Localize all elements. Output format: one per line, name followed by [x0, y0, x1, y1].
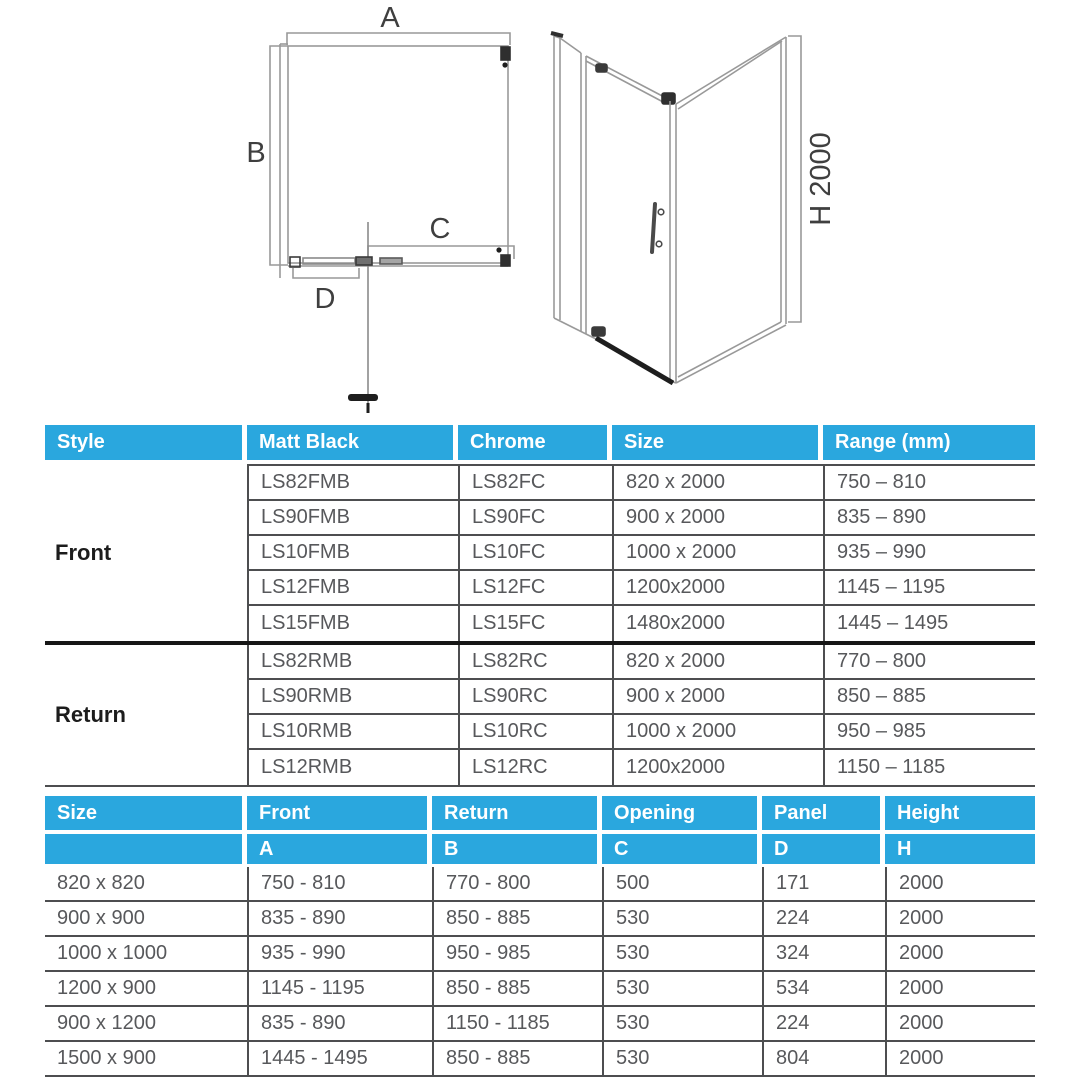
plan-outline: [288, 46, 508, 263]
dim-label-c: C: [429, 213, 451, 245]
chrome-code: LS15FC: [458, 606, 612, 641]
size-value: 1200 x 900: [45, 972, 247, 1007]
panel-d-value: 804: [762, 1042, 885, 1077]
matt-black-code: LS10FMB: [247, 536, 458, 571]
header-panel: Panel: [762, 796, 880, 830]
dim-label-a: A: [380, 2, 400, 34]
panel-d-value: 324: [762, 937, 885, 972]
subheader-c: C: [602, 834, 757, 864]
range-value: 1150 – 1185: [823, 750, 1035, 785]
opening-c-value: 530: [602, 902, 762, 937]
height-h-value: 2000: [885, 1007, 1035, 1042]
size-value: 1500 x 900: [45, 1042, 247, 1077]
size-value: 1200x2000: [612, 750, 823, 785]
isometric-view-diagram: [551, 33, 801, 383]
subheader-h: H: [885, 834, 1035, 864]
front-a-value: 935 - 990: [247, 937, 432, 972]
matt-black-code: LS12RMB: [247, 750, 458, 785]
opening-c-value: 500: [602, 867, 762, 902]
front-group: [45, 464, 1035, 641]
table-row: [45, 972, 1035, 1007]
panel-d-value: 224: [762, 1007, 885, 1042]
panel-d-value: 171: [762, 867, 885, 902]
return-b-value: 950 - 985: [432, 937, 602, 972]
height-h-value: 2000: [885, 902, 1035, 937]
dim-h-bracket: [788, 36, 801, 322]
panel-d-value: 224: [762, 902, 885, 937]
dimensions-table: [45, 796, 1035, 1077]
range-value: 850 – 885: [823, 680, 1035, 715]
table-row: [45, 937, 1035, 972]
matt-black-code: LS82RMB: [247, 645, 458, 680]
table-row: [247, 501, 1035, 536]
range-value: 770 – 800: [823, 645, 1035, 680]
size-value: 1000 x 2000: [612, 536, 823, 571]
panel-d-value: 534: [762, 972, 885, 1007]
range-value: 1445 – 1495: [823, 606, 1035, 641]
dimensions-header-row: [45, 796, 1035, 834]
range-value: 750 – 810: [823, 466, 1035, 501]
dim-label-b: B: [246, 137, 266, 169]
header-range-mm: Range (mm): [823, 425, 1035, 460]
chrome-code: LS82RC: [458, 645, 612, 680]
size-value: 1000 x 1000: [45, 937, 247, 972]
return-b-value: 1150 - 1185: [432, 1007, 602, 1042]
table-row: [247, 750, 1035, 785]
table-row: [247, 536, 1035, 571]
return-b-value: 850 - 885: [432, 1042, 602, 1077]
dim-b-bracket: [270, 46, 288, 265]
opening-c-value: 530: [602, 972, 762, 1007]
front-a-value: 835 - 890: [247, 1007, 432, 1042]
range-value: 935 – 990: [823, 536, 1035, 571]
size-value: 900 x 2000: [612, 501, 823, 536]
subheader-a: A: [247, 834, 427, 864]
table-row: [247, 466, 1035, 501]
size-value: 820 x 2000: [612, 645, 823, 680]
header-front: Front: [247, 796, 427, 830]
chrome-code: LS90RC: [458, 680, 612, 715]
matt-black-code: LS12FMB: [247, 571, 458, 606]
model-codes-header-row: [45, 425, 1035, 462]
header-opening: Opening: [602, 796, 757, 830]
chrome-code: LS12FC: [458, 571, 612, 606]
shower-enclosure-technical-drawing: [0, 0, 1080, 420]
chrome-code: LS12RC: [458, 750, 612, 785]
table-row: [45, 1042, 1035, 1077]
front-a-value: 750 - 810: [247, 867, 432, 902]
header-style: Style: [45, 425, 242, 460]
front-a-value: 835 - 890: [247, 902, 432, 937]
return-b-value: 770 - 800: [432, 867, 602, 902]
section-marker: [348, 394, 378, 401]
height-h-value: 2000: [885, 867, 1035, 902]
dim-label-h2000: H 2000: [805, 132, 837, 226]
bottom-rail: [596, 338, 673, 383]
matt-black-code: LS90RMB: [247, 680, 458, 715]
dim-d-bracket: [293, 268, 359, 278]
subheader-d: D: [762, 834, 880, 864]
header-size: Size: [45, 796, 242, 830]
chrome-code: LS82FC: [458, 466, 612, 501]
table-row: [45, 902, 1035, 937]
table-row: [247, 571, 1035, 606]
wall-profile-bottom-right: [501, 255, 510, 266]
table-row: [45, 1007, 1035, 1042]
chrome-code: LS10FC: [458, 536, 612, 571]
table-row: [45, 867, 1035, 902]
table-row: [247, 680, 1035, 715]
opening-c-value: 530: [602, 1007, 762, 1042]
header-height: Height: [885, 796, 1035, 830]
style-label-front: Front: [55, 539, 112, 565]
return-group: [45, 645, 1035, 785]
header-return: Return: [432, 796, 597, 830]
table-row: [247, 715, 1035, 750]
table-row: [247, 645, 1035, 680]
matt-black-code: LS15FMB: [247, 606, 458, 641]
plan-view-diagram: [270, 33, 514, 413]
header-matt-black: Matt Black: [247, 425, 453, 460]
subheader-b: B: [432, 834, 597, 864]
front-a-value: 1445 - 1495: [247, 1042, 432, 1077]
size-value: 900 x 1200: [45, 1007, 247, 1042]
chrome-code: LS10RC: [458, 715, 612, 750]
bottom-hinge: [592, 327, 605, 336]
dim-a-bracket: [287, 33, 510, 45]
size-value: 900 x 2000: [612, 680, 823, 715]
height-h-value: 2000: [885, 937, 1035, 972]
pivot-block: [356, 257, 372, 265]
range-value: 1145 – 1195: [823, 571, 1035, 606]
chrome-code: LS90FC: [458, 501, 612, 536]
return-b-value: 850 - 885: [432, 972, 602, 1007]
height-h-value: 2000: [885, 972, 1035, 1007]
height-h-value: 2000: [885, 1042, 1035, 1077]
size-value: 1480x2000: [612, 606, 823, 641]
door-handle: [652, 204, 655, 252]
dim-label-d: D: [314, 283, 336, 315]
size-value: 900 x 900: [45, 902, 247, 937]
corner-cap: [662, 93, 675, 104]
matt-black-code: LS10RMB: [247, 715, 458, 750]
opening-c-value: 530: [602, 1042, 762, 1077]
model-codes-table: [45, 425, 1035, 787]
door-leaf-plan: [380, 258, 402, 264]
header-chrome: Chrome: [458, 425, 607, 460]
style-label-return: Return: [55, 702, 126, 727]
return-b-value: 850 - 885: [432, 902, 602, 937]
front-a-value: 1145 - 1195: [247, 972, 432, 1007]
size-value: 1000 x 2000: [612, 715, 823, 750]
top-hinge: [596, 64, 607, 72]
opening-c-value: 530: [602, 937, 762, 972]
range-value: 950 – 985: [823, 715, 1035, 750]
range-value: 835 – 890: [823, 501, 1035, 536]
matt-black-code: LS90FMB: [247, 501, 458, 536]
dimensions-subheader-row: [45, 834, 1035, 867]
header-size: Size: [612, 425, 818, 460]
size-value: 820 x 820: [45, 867, 247, 902]
wall-profile-top-right: [501, 47, 510, 60]
subheader-blank: [45, 834, 242, 864]
table-row: [247, 606, 1035, 641]
size-value: 820 x 2000: [612, 466, 823, 501]
size-value: 1200x2000: [612, 571, 823, 606]
matt-black-code: LS82FMB: [247, 466, 458, 501]
